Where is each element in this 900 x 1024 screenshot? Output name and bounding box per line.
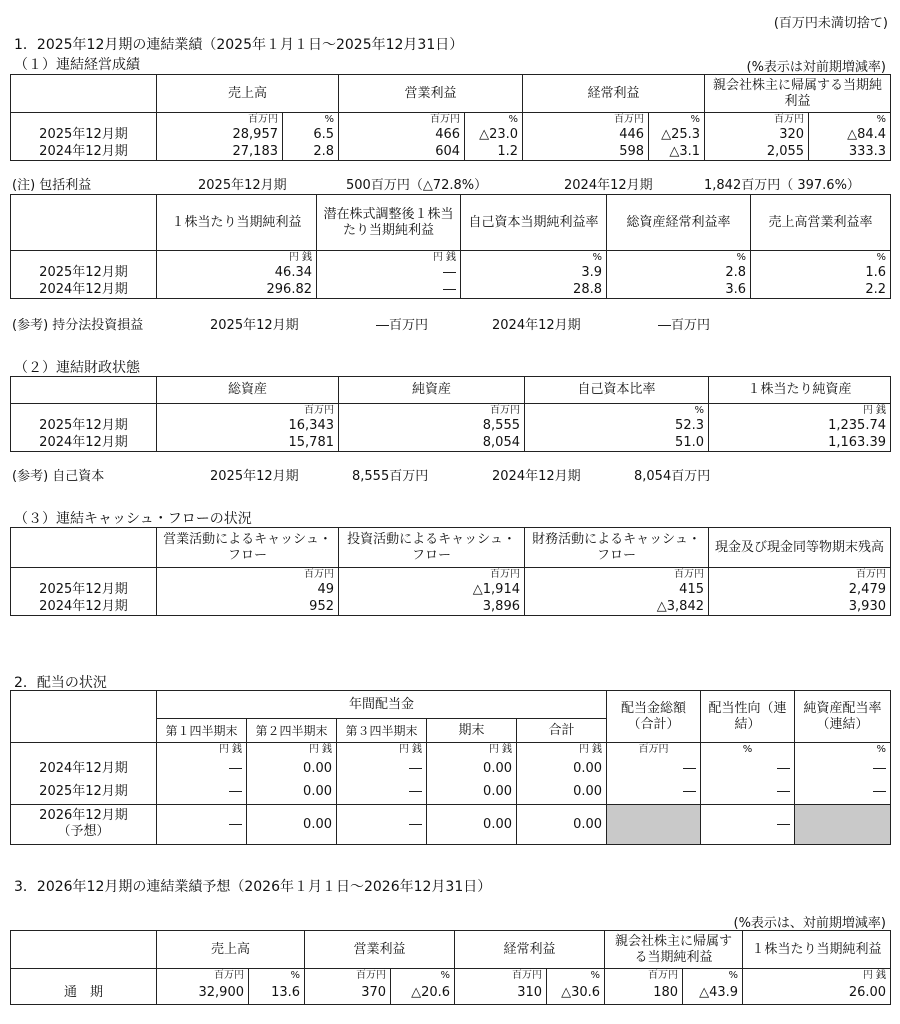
period-label: 2024年12月期 [492, 318, 581, 333]
value-cell: 604 [339, 143, 465, 161]
hdr-year-end: 期末 [427, 719, 517, 743]
value-cell: 0.00 [517, 804, 607, 844]
hdr-doe: 純資産配当率（連結） [795, 691, 891, 743]
per-share-ratios-table [10, 194, 891, 299]
unit: % [795, 743, 891, 757]
unit-row-label [11, 251, 157, 265]
hdr-net-assets: 純資産 [339, 377, 525, 404]
hdr-net-income: 親会社株主に帰属する当期純利益 [605, 931, 743, 969]
unit: 円 銭 [157, 743, 247, 757]
unit: 百万円 [339, 113, 465, 127]
hdr-investing-cf: 投資活動によるキャッシュ・フロー [339, 528, 525, 568]
unit: 百万円 [607, 743, 701, 757]
value-cell: 415 [525, 581, 709, 598]
period-value: ―百万円 [658, 318, 711, 333]
unit: 百万円 [605, 969, 683, 983]
unit: 百万円 [157, 969, 249, 983]
unit: 百万円 [709, 568, 891, 582]
corner-cell [11, 691, 157, 743]
forecast-tag: （予想） [57, 824, 110, 839]
value-cell: 952 [157, 598, 339, 616]
value-cell: 2.8 [283, 143, 339, 161]
value-cell: △3.1 [649, 143, 705, 161]
unit: 百万円 [157, 404, 339, 418]
unit: 円 銭 [709, 404, 891, 418]
value-cell: ― [607, 780, 701, 804]
value-cell: 28.8 [461, 281, 607, 299]
unit: % [649, 113, 705, 127]
row-label: 2024年12月期 [11, 281, 157, 299]
hdr-q1: 第１四半期末 [157, 719, 247, 743]
unit: 百万円 [157, 113, 283, 127]
forecast-pct-note: (%表示は、対前期増減率) [733, 916, 886, 931]
unit: % [249, 969, 305, 983]
hdr-roe: 自己資本当期純利益率 [461, 195, 607, 251]
unit: 百万円 [525, 568, 709, 582]
own-capital-label: (参考) 自己資本 [12, 469, 105, 484]
corner-cell [11, 195, 157, 251]
pct-note: (%表示は対前期増減率) [746, 60, 886, 75]
value-cell: 2.8 [607, 264, 751, 281]
value-cell: ― [157, 756, 247, 780]
unit: 円 銭 [517, 743, 607, 757]
value-cell: 598 [523, 143, 649, 161]
value-cell: 8,555 [339, 417, 525, 434]
forecast-table [10, 930, 891, 1005]
hdr-roa: 総資産経常利益率 [607, 195, 751, 251]
value-cell: 3.9 [461, 264, 607, 281]
unit: 百万円 [157, 568, 339, 582]
value-cell: ― [337, 780, 427, 804]
hdr-q2: 第２四半期末 [247, 719, 337, 743]
operating-results-table [10, 74, 891, 161]
value-cell: 3.6 [607, 281, 751, 299]
value-cell: △84.4 [809, 126, 891, 143]
unit: % [283, 113, 339, 127]
hdr-operating-cf: 営業活動によるキャッシュ・フロー [157, 528, 339, 568]
value-cell: 13.6 [249, 982, 305, 1004]
value-cell: 6.5 [283, 126, 339, 143]
value-cell: △30.6 [547, 982, 605, 1004]
hdr-operating-margin: 売上高営業利益率 [751, 195, 891, 251]
row-label: 2025年12月期 [11, 126, 157, 143]
unit-note: (百万円未満切捨て) [773, 16, 888, 31]
financial-position-table [10, 376, 891, 452]
value-cell: ― [317, 281, 461, 299]
hdr-total-assets: 総資産 [157, 377, 339, 404]
corner-cell [11, 528, 157, 568]
unit: % [751, 251, 891, 265]
unit: 円 銭 [247, 743, 337, 757]
unit: 百万円 [455, 969, 547, 983]
dividends-table [10, 690, 891, 845]
unit: % [607, 251, 751, 265]
value-cell: 2,055 [705, 143, 809, 161]
value-cell: 0.00 [517, 780, 607, 804]
unit: % [465, 113, 523, 127]
unit: 百万円 [305, 969, 391, 983]
value-cell: ― [701, 756, 795, 780]
unit: 円 銭 [743, 969, 891, 983]
value-cell: ― [157, 804, 247, 844]
value-cell: 1.2 [465, 143, 523, 161]
period-value: 500百万円（△72.8%） [346, 178, 488, 193]
subsection-financial-position: （２）連結財政状態 [14, 360, 140, 376]
hdr-sales: 売上高 [157, 75, 339, 113]
value-cell: 370 [305, 982, 391, 1004]
period-label: 2024年12月期 [564, 178, 653, 193]
unit: % [547, 969, 605, 983]
hdr-q3: 第３四半期末 [337, 719, 427, 743]
subsection-operating-results: （１）連結経営成績 [14, 57, 140, 73]
value-cell: △43.9 [683, 982, 743, 1004]
unit-row-label [11, 113, 157, 127]
comprehensive-income-label: (注) 包括利益 [12, 178, 92, 193]
hdr-net-income: 親会社株主に帰属する当期純利益 [705, 75, 891, 113]
section-1-title: 1．2025年12月期の連結業績（2025年１月１日～2025年12月31日） [14, 37, 464, 53]
value-cell: ― [337, 756, 427, 780]
hdr-bps: １株当たり純資産 [709, 377, 891, 404]
unit: % [701, 743, 795, 757]
value-cell: ― [337, 804, 427, 844]
value-cell: 0.00 [517, 756, 607, 780]
row-label: 2024年12月期 [11, 143, 157, 161]
value-cell: △20.6 [391, 982, 455, 1004]
cash-flow-table [10, 527, 891, 616]
value-cell: △23.0 [465, 126, 523, 143]
value-cell: ― [701, 780, 795, 804]
row-label: 2024年12月期 [11, 756, 157, 780]
value-cell: 466 [339, 126, 465, 143]
value-cell: 333.3 [809, 143, 891, 161]
period-label: 2025年12月期 [210, 469, 299, 484]
period-label: 2025年12月期 [210, 318, 299, 333]
subsection-cash-flows: （３）連結キャッシュ・フローの状況 [14, 511, 252, 527]
value-cell: 296.82 [157, 281, 317, 299]
value-cell: △3,842 [525, 598, 709, 616]
corner-cell [11, 75, 157, 113]
value-cell: △25.3 [649, 126, 705, 143]
value-cell: ― [317, 264, 461, 281]
row-label: 2025年12月期 [11, 264, 157, 281]
hdr-payout-ratio: 配当性向（連結） [701, 691, 795, 743]
unit: 百万円 [705, 113, 809, 127]
unit: 円 銭 [337, 743, 427, 757]
row-label-full-year: 通 期 [11, 982, 157, 1004]
hdr-total-dividend: 配当金総額（合計） [607, 691, 701, 743]
row-label: 2025年12月期 [11, 417, 157, 434]
hdr-annual-dividend: 年間配当金 [157, 691, 607, 719]
shaded-cell [607, 804, 701, 844]
hdr-equity-ratio: 自己資本比率 [525, 377, 709, 404]
row-label: 2026年12月期 [39, 808, 128, 823]
value-cell: 27,183 [157, 143, 283, 161]
unit: 円 銭 [317, 251, 461, 265]
value-cell: 320 [705, 126, 809, 143]
unit-row-label [11, 743, 157, 757]
value-cell: 0.00 [247, 780, 337, 804]
section-3-title: 3．2026年12月期の連結業績予想（2026年１月１日～2026年12月31日） [14, 879, 492, 895]
period-value: ―百万円 [376, 318, 429, 333]
unit: % [683, 969, 743, 983]
forecast-row-label [11, 804, 157, 844]
value-cell: ― [607, 756, 701, 780]
shaded-cell [795, 804, 891, 844]
unit: 百万円 [339, 404, 525, 418]
value-cell: 0.00 [247, 804, 337, 844]
unit: 百万円 [523, 113, 649, 127]
unit: % [809, 113, 891, 127]
value-cell: ― [701, 804, 795, 844]
unit: % [525, 404, 709, 418]
value-cell: 0.00 [247, 756, 337, 780]
value-cell: 51.0 [525, 434, 709, 452]
value-cell: 180 [605, 982, 683, 1004]
hdr-ordinary-profit: 経常利益 [455, 931, 605, 969]
row-label: 2025年12月期 [11, 780, 157, 804]
value-cell: 46.34 [157, 264, 317, 281]
value-cell: 0.00 [427, 780, 517, 804]
unit: 円 銭 [157, 251, 317, 265]
hdr-cash-end: 現金及び現金同等物期末残高 [709, 528, 891, 568]
corner-cell [11, 931, 157, 969]
value-cell: 16,343 [157, 417, 339, 434]
value-cell: 3,896 [339, 598, 525, 616]
unit: % [461, 251, 607, 265]
hdr-operating-profit: 営業利益 [305, 931, 455, 969]
period-label: 2025年12月期 [198, 178, 287, 193]
value-cell: 28,957 [157, 126, 283, 143]
unit-row-label [11, 404, 157, 418]
unit: % [391, 969, 455, 983]
value-cell: 8,054 [339, 434, 525, 452]
hdr-financing-cf: 財務活動によるキャッシュ・フロー [525, 528, 709, 568]
value-cell: 446 [523, 126, 649, 143]
value-cell: 1,235.74 [709, 417, 891, 434]
period-value: 1,842百万円（ 397.6%） [704, 178, 860, 193]
unit: 百万円 [339, 568, 525, 582]
hdr-diluted-eps: 潜在株式調整後１株当たり当期純利益 [317, 195, 461, 251]
period-value: 8,555百万円 [352, 469, 429, 484]
value-cell: △1,914 [339, 581, 525, 598]
value-cell: 1,163.39 [709, 434, 891, 452]
value-cell: ― [795, 756, 891, 780]
unit-row-label [11, 568, 157, 582]
value-cell: 1.6 [751, 264, 891, 281]
equity-method-label: (参考) 持分法投資損益 [12, 318, 144, 333]
hdr-eps: １株当たり当期純利益 [157, 195, 317, 251]
hdr-sales: 売上高 [157, 931, 305, 969]
value-cell: 3,930 [709, 598, 891, 616]
value-cell: 0.00 [427, 804, 517, 844]
value-cell: 0.00 [427, 756, 517, 780]
hdr-ordinary-profit: 経常利益 [523, 75, 705, 113]
corner-cell [11, 377, 157, 404]
value-cell: 310 [455, 982, 547, 1004]
row-label: 2024年12月期 [11, 434, 157, 452]
unit-row-label [11, 969, 157, 983]
period-value: 8,054百万円 [634, 469, 711, 484]
value-cell: 32,900 [157, 982, 249, 1004]
value-cell: 52.3 [525, 417, 709, 434]
hdr-operating-profit: 営業利益 [339, 75, 523, 113]
hdr-total: 合計 [517, 719, 607, 743]
value-cell: 2.2 [751, 281, 891, 299]
value-cell: ― [157, 780, 247, 804]
value-cell: ― [795, 780, 891, 804]
value-cell: 49 [157, 581, 339, 598]
row-label: 2024年12月期 [11, 598, 157, 616]
period-label: 2024年12月期 [492, 469, 581, 484]
value-cell: 2,479 [709, 581, 891, 598]
row-label: 2025年12月期 [11, 581, 157, 598]
section-2-title: 2．配当の状況 [14, 675, 107, 691]
value-cell: 15,781 [157, 434, 339, 452]
value-cell: 26.00 [743, 982, 891, 1004]
hdr-eps: １株当たり当期純利益 [743, 931, 891, 969]
unit: 円 銭 [427, 743, 517, 757]
